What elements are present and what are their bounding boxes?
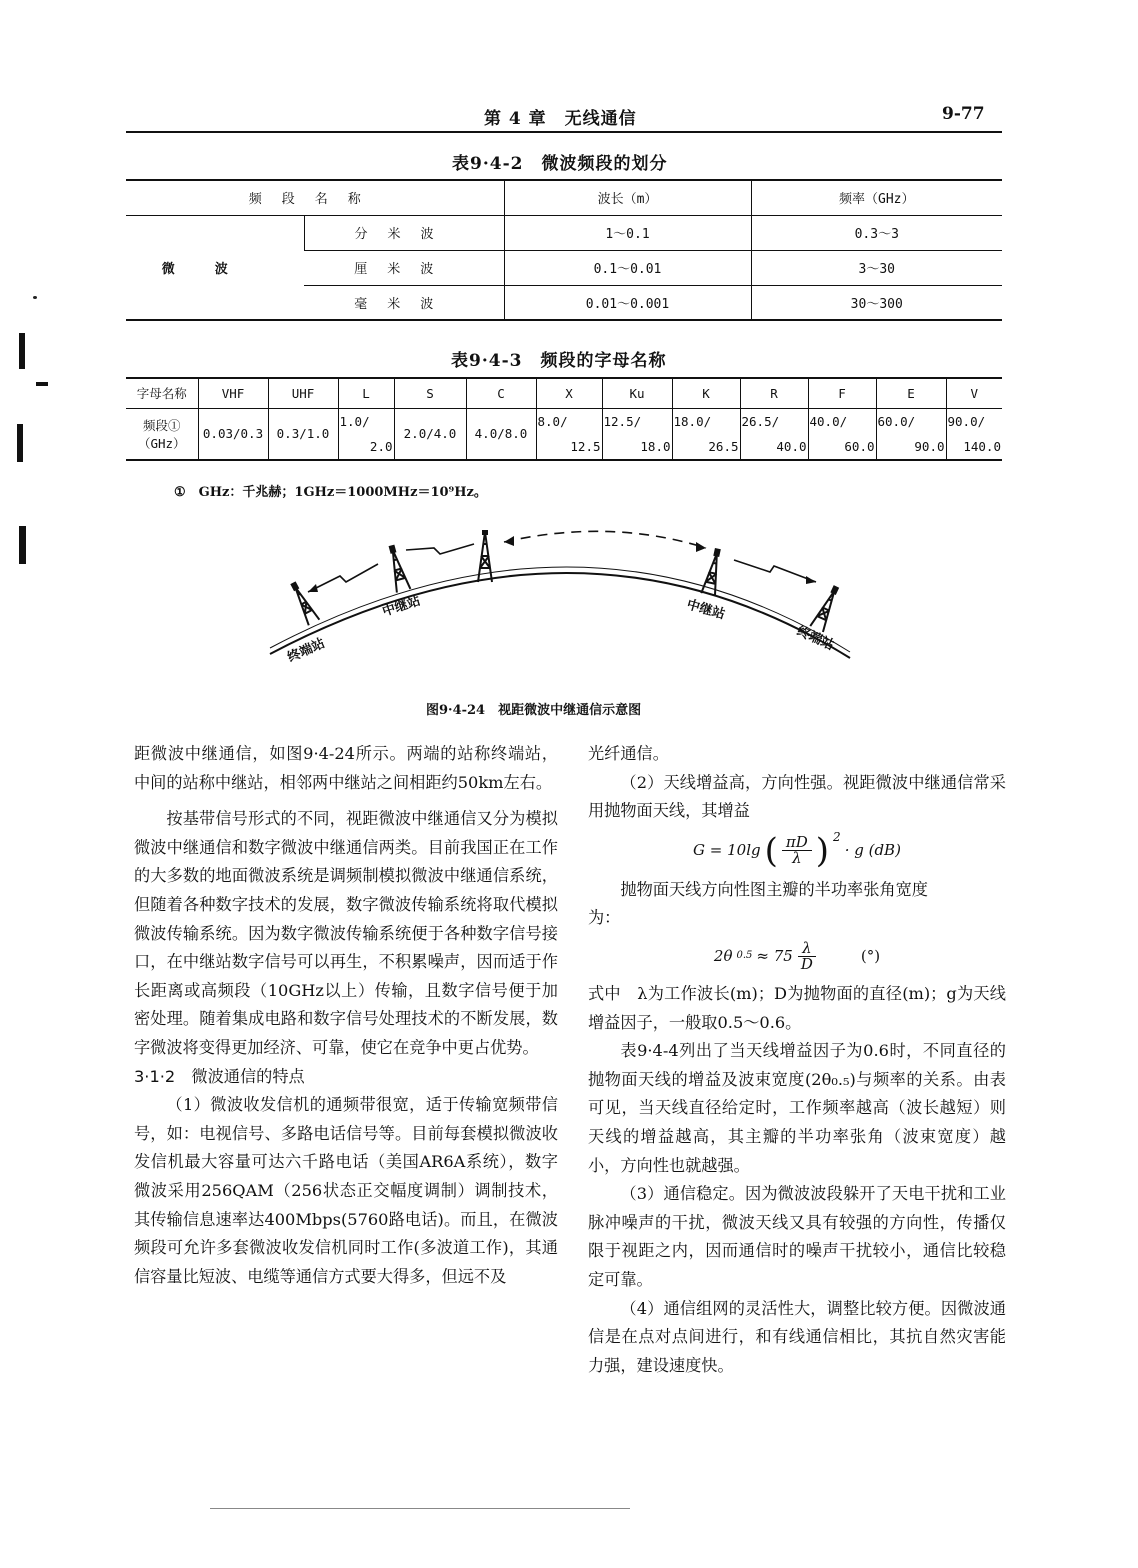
table-cell: 1～0.1 xyxy=(504,215,751,250)
band-range xyxy=(602,408,672,460)
band-range: 0.3/1.0 xyxy=(268,408,338,460)
table-header: 频率（GHz） xyxy=(751,180,1002,215)
table-942-caption: 表9·4-2 微波频段的划分 xyxy=(452,154,668,174)
beamwidth-equation xyxy=(588,938,1006,973)
table-cell: 0.1～0.01 xyxy=(504,250,751,285)
band-letter: F xyxy=(808,378,876,408)
paragraph: （2）天线增益高，方向性强。视距微波中继通信常采用抛物面天线，其增益 xyxy=(588,772,1006,821)
band-letter: Ku xyxy=(602,378,672,408)
range-high: 18.0 xyxy=(640,438,671,454)
band-letter: S xyxy=(394,378,466,408)
figure-caption: 图9·4-24 视距微波中继通信示意图 xyxy=(426,703,642,718)
earth-curve-inner xyxy=(270,567,850,652)
row-label xyxy=(126,408,198,460)
range-high: 140.0 xyxy=(963,438,1001,454)
eq-unit: (°) xyxy=(860,946,881,965)
paragraph: 抛物面天线方向性图主瓣的半功率张角宽度 xyxy=(620,879,928,899)
range-high: 90.0 xyxy=(914,438,945,454)
subscript: 0.5 xyxy=(736,950,753,962)
range-low: 8.0/ xyxy=(537,413,568,429)
section-heading: 3·1·2 微波通信的特点 xyxy=(134,1066,305,1086)
chapter-title: 第 4 章 无线通信 xyxy=(484,109,637,129)
radio-link xyxy=(406,544,474,554)
paragraph: 表9·4-4列出了当天线增益因子为0.6时，不同直径的抛物面天线的增益及波束宽度(2θ₀.₅)与频率的关系。由表可见，当天线直径给定时，工作频率越高（波长越短）则天线的增益越高，其主瓣的半功率张角（波束宽度）越小，方向性也就越强。 xyxy=(588,1041,1006,1175)
row-label-line: （GHz） xyxy=(137,435,186,451)
paren-open: ( xyxy=(764,830,778,871)
table-cell: 厘米波 xyxy=(304,250,504,285)
band-letter: K xyxy=(672,378,740,408)
eq-lhs: 2θ xyxy=(713,946,733,965)
eq-approx: ≈ 75 xyxy=(756,946,793,965)
band-range: 0.03/0.3 xyxy=(198,408,268,460)
band-letter: C xyxy=(466,378,536,408)
range-high: 40.0 xyxy=(776,438,807,454)
band-range xyxy=(536,408,602,460)
arrow-icon xyxy=(696,542,706,552)
page-number: 9-77 xyxy=(942,104,985,124)
table-cell: 分米波 xyxy=(304,215,504,250)
band-letter: E xyxy=(876,378,946,408)
table-row xyxy=(126,180,1002,215)
paragraph: 为： xyxy=(588,908,621,928)
footer-rule xyxy=(210,1508,630,1509)
table-row xyxy=(126,378,1002,408)
table-header: 波长（m） xyxy=(504,180,751,215)
eq-lhs: G = 10lg xyxy=(693,841,761,860)
paragraph: （1）微波收发信机的通频带很宽，适于传输宽频带信号，如：电视信号、多路电话信号等。目前每套模拟微波收发信机最大容量可达六千路电话（美国AR6A系统），数字微波采用256QAM（256状态正交幅度调制）调制技术，其传输信息速率达400Mbps(5760路电话)。而且，在微波频段可允许多套微波收发信机同时工作(多波道工作)，其通信容量比短波、电缆等通信方式要大得多，但远不及 xyxy=(134,1095,558,1286)
station-label: 终端站 xyxy=(285,636,328,666)
table-header: 频段名称 xyxy=(126,180,504,215)
eq-rhs: · g (dB) xyxy=(844,841,901,860)
table-cell: 0.01～0.001 xyxy=(504,285,751,320)
band-letter: R xyxy=(740,378,808,408)
radio-link xyxy=(308,564,378,592)
left-column xyxy=(134,740,558,1291)
station-label: 中继站 xyxy=(684,597,727,623)
scan-mark xyxy=(17,424,23,462)
band-range xyxy=(808,408,876,460)
radio-link xyxy=(734,560,816,582)
paragraph: （4）通信组网的灵活性大，调整比较方便。因微波通信是在点对点间进行，和有线通信相比，其抗自然灾害能力强，建设速度快。 xyxy=(588,1298,1006,1375)
fraction xyxy=(797,938,817,973)
band-range xyxy=(338,408,394,460)
table-cell: 3～30 xyxy=(751,250,1002,285)
numerator: πD xyxy=(782,835,812,851)
denominator: D xyxy=(800,954,813,973)
gain-equation xyxy=(588,829,1006,871)
band-letter: V xyxy=(946,378,1002,408)
band-letter: UHF xyxy=(268,378,338,408)
table-943 xyxy=(126,377,1002,461)
band-range: 4.0/8.0 xyxy=(466,408,536,460)
scan-mark xyxy=(36,382,48,386)
station-label: 中继站 xyxy=(380,593,423,620)
tower-icon xyxy=(385,545,410,593)
band-range xyxy=(946,408,1002,460)
fraction xyxy=(782,835,812,866)
scan-mark xyxy=(33,296,37,299)
scan-mark xyxy=(19,526,26,564)
row-label: 字母名称 xyxy=(126,378,198,408)
range-high: 2.0 xyxy=(369,438,393,454)
table-cell: 30～300 xyxy=(751,285,1002,320)
band-range xyxy=(672,408,740,460)
right-column xyxy=(588,740,1006,1380)
row-label-line: 频段① xyxy=(142,417,181,433)
arrow-icon xyxy=(806,576,816,584)
arrow-icon xyxy=(308,584,318,592)
tower-icon xyxy=(478,530,492,582)
table-cell: 0.3～3 xyxy=(751,215,1002,250)
table-category: 微波 xyxy=(161,261,268,277)
band-range xyxy=(876,408,946,460)
table-943-caption: 表9·4-3 频段的字母名称 xyxy=(451,351,667,371)
exponent: 2 xyxy=(833,829,841,844)
table-row xyxy=(126,215,1002,250)
range-low: 40.0/ xyxy=(809,413,848,429)
earth-curve-outer xyxy=(270,573,850,658)
range-high: 12.5 xyxy=(570,438,601,454)
range-low: 60.0/ xyxy=(877,413,916,429)
range-high: 60.0 xyxy=(844,438,875,454)
range-low: 26.5/ xyxy=(741,413,780,429)
table-footnote: ① GHz：千兆赫；1GHz＝1000MHz＝10⁹Hz。 xyxy=(174,485,487,500)
band-letter: VHF xyxy=(198,378,268,408)
radio-link xyxy=(504,531,706,548)
table-942 xyxy=(126,179,1002,321)
table-row xyxy=(126,408,1002,460)
range-low: 90.0/ xyxy=(947,413,986,429)
paragraph: 按基带信号形式的不同，视距微波中继通信又分为模拟微波中继通信和数字微波中继通信两类。目前我国正在工作的大多数的地面微波系统是调频制模拟微波中继通信系统，但随着各种数字技术的发展，数字微波传输系统将取代模拟微波传输系统。因为数字微波传输系统便于各种数字信号接口，在中继站数字信号可以再生，不积累噪声，因而适于作长距离或高频段（10GHz以上）传输，且数字信号便于加密处理。随着集成电路和数字信号处理技术的不断发展，数字微波将变得更加经济、可靠，使它在竞争中更占优势。 xyxy=(134,809,558,1057)
range-low: 12.5/ xyxy=(603,413,642,429)
paren-close: ) xyxy=(815,830,830,871)
station-label: 终端站 xyxy=(794,623,837,654)
denominator: λ xyxy=(792,849,802,868)
range-high: 26.5 xyxy=(708,438,739,454)
paragraph: （3）通信稳定。因为微波波段躲开了天电干扰和工业脉冲噪声的干扰，微波天线又具有较强的方向性，传播仅限于视距之内，因而通信时的噪声干扰较小，通信比较稳定可靠。 xyxy=(588,1184,1006,1289)
range-low: 1.0/ xyxy=(339,413,370,429)
paragraph: 光纤通信。 xyxy=(588,744,669,763)
band-letter: X xyxy=(536,378,602,408)
scan-mark xyxy=(19,333,25,369)
table-cell: 毫米波 xyxy=(354,296,454,312)
paragraph: 式中 λ为工作波长(m)；D为抛物面的直径(m)；g为天线增益因子，一般取0.5～0.6。 xyxy=(588,983,1006,1032)
band-range xyxy=(740,408,808,460)
relay-diagram xyxy=(250,530,870,690)
range-low: 18.0/ xyxy=(673,413,712,429)
band-range: 2.0/4.0 xyxy=(394,408,466,460)
tower-icon xyxy=(810,584,842,632)
numerator: λ xyxy=(798,941,816,957)
paragraph: 距微波中继通信，如图9·4-24所示。两端的站称终端站，中间的站称中继站，相邻两中继站之间相距约50km左右。 xyxy=(134,744,558,792)
band-letter: L xyxy=(338,378,394,408)
header-rule xyxy=(126,131,1002,133)
